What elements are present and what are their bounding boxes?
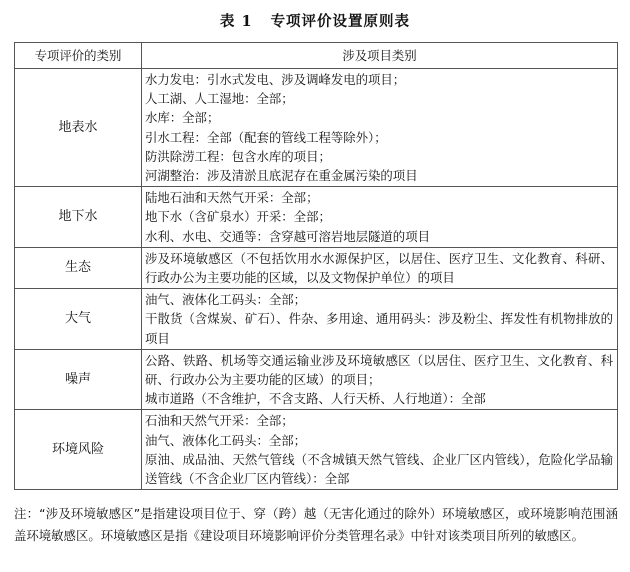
- header-project-types: 涉及项目类别: [142, 43, 618, 69]
- table-row: [15, 410, 618, 490]
- item-line: 原油、成品油、天然气管线（不含城镇天然气管线、企业厂区内管线），危险化学品输送管线（不含企业厂区内管线）：全部: [145, 451, 613, 487]
- header-category: 专项评价的类别: [15, 43, 142, 69]
- item-line: 石油和天然气开采：全部；: [145, 413, 294, 429]
- table-row: [15, 247, 618, 288]
- category-cell: 地表水: [15, 69, 142, 187]
- table-footnote: 注：“涉及环境敏感区”是指建设项目位于、穿（跨）越（无害化通过的除外）环境敏感区，或环境影响范围涵盖环境敏感区。环境敏感区是指《建设项目环境影响评价分类管理名录》中针对该类项目所列的敏感区。: [14, 506, 618, 543]
- table-header-row: [15, 43, 618, 69]
- table-number: 表 1: [219, 13, 253, 30]
- item-line: 陆地石油和天然气开采：全部；: [145, 190, 319, 206]
- table-title: [0, 10, 630, 31]
- item-line: 河湖整治：涉及清淤且底泥存在重金属污染的项目: [145, 168, 418, 184]
- item-line: 干散货（含煤炭、矿石）、件杂、多用途、通用码头：涉及粉尘、挥发性有机物排放的项目: [145, 311, 613, 346]
- table-title-text: 专项评价设置原则表: [270, 13, 411, 30]
- items-cell: [142, 247, 618, 288]
- items-cell: [142, 410, 618, 490]
- principles-table: [14, 42, 618, 490]
- item-line: 引水工程：全部（配套的管线工程等除外）；: [145, 129, 387, 145]
- item-line: 油气、液体化工码头：全部；: [145, 292, 307, 308]
- table-row: [15, 187, 618, 248]
- table-row: [15, 349, 618, 410]
- category-cell: 环境风险: [15, 410, 142, 490]
- category-cell: 噪声: [15, 349, 142, 410]
- item-line: 水利、水电、交通等：含穿越可溶岩地层隧道的项目: [145, 228, 430, 244]
- items-cell: [142, 289, 618, 350]
- item-line: 油气、液体化工码头：全部；: [145, 432, 307, 448]
- item-line: 水力发电：引水式发电、涉及调峰发电的项目；: [145, 72, 406, 87]
- item-line: 地下水（含矿泉水）开采：全部；: [145, 209, 331, 225]
- category-cell: 生态: [15, 247, 142, 288]
- item-line: 公路、铁路、机场等交通运输业涉及环境敏感区（以居住、医疗卫生、文化教育、科研、行政办公为主要功能的区域）的项目；: [145, 352, 613, 388]
- items-cell: [142, 349, 618, 410]
- item-line: 涉及环境敏感区（不包括饮用水水源保护区，以居住、医疗卫生、文化教育、科研、行政办公为主要功能的区域，以及文物保护单位）的项目: [145, 250, 613, 286]
- item-line: 城市道路（不含维护，不含支路、人行天桥、人行地道）：全部: [145, 391, 486, 407]
- category-cell: 大气: [15, 289, 142, 350]
- items-cell: [142, 69, 618, 187]
- item-line: 水库：全部；: [145, 110, 220, 126]
- items-cell: [142, 187, 618, 248]
- item-line: 人工湖、人工湿地：全部；: [145, 91, 294, 107]
- table-row: [15, 289, 618, 350]
- item-line: 防洪除涝工程：包含水库的项目；: [145, 148, 331, 164]
- category-cell: 地下水: [15, 187, 142, 248]
- table-row: [15, 69, 618, 187]
